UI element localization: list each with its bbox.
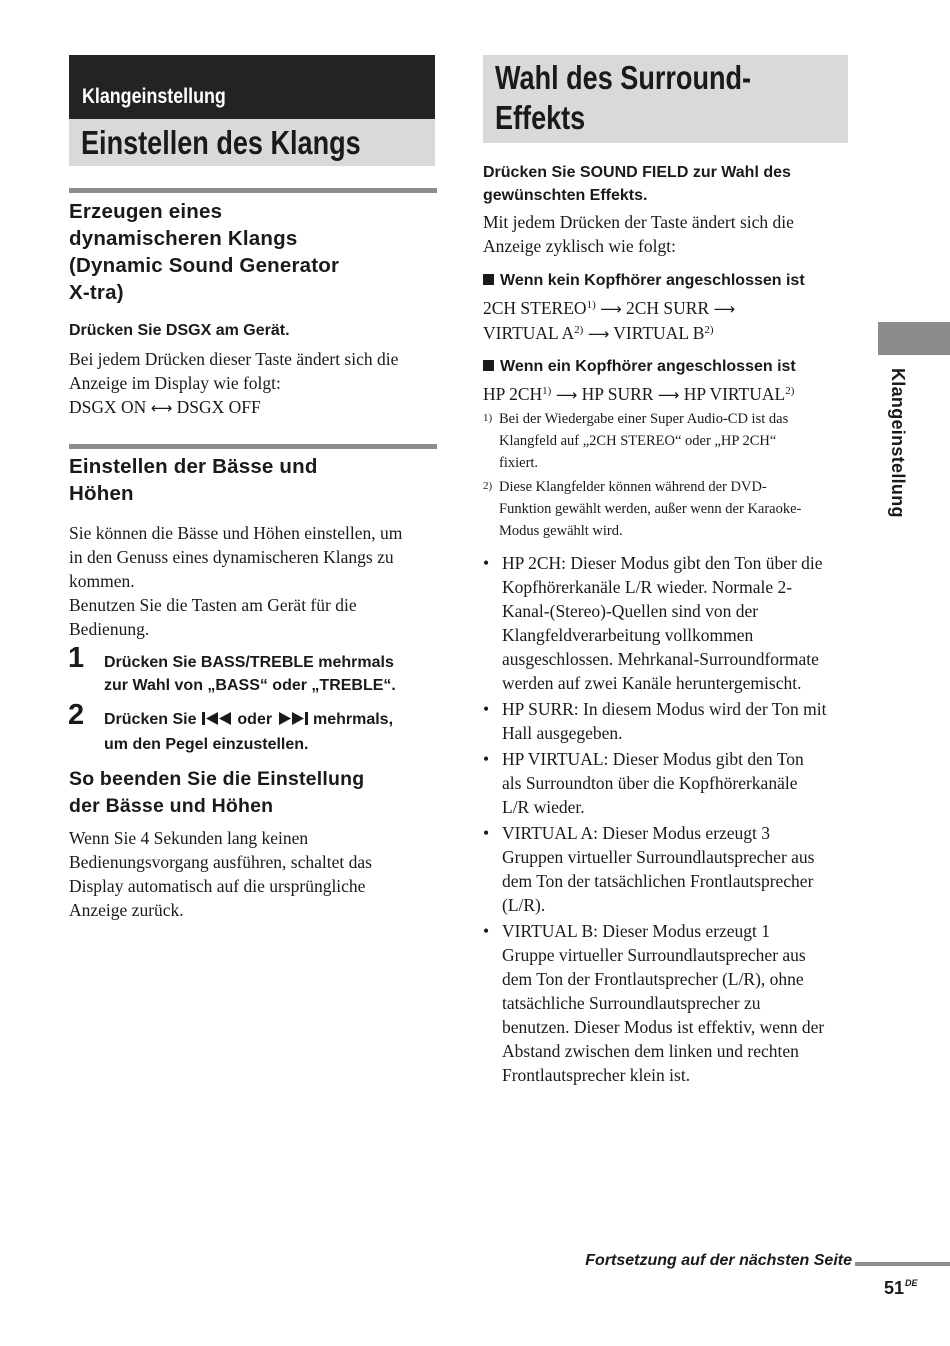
- footnote-2: 2) Diese Klangfelder können während der DVD- Funktion gewählt werden, außer wenn der Karaoke- Modus gewählt wird.: [483, 479, 802, 539]
- arrow-right-icon: ⟶: [657, 386, 680, 404]
- list-item: • HP VIRTUAL: Dieser Modus gibt den Ton als Surroundton über die Kopfhörerkanäle L/R wieder.: [483, 747, 858, 819]
- section-heading-dsgx: Erzeugen eines dynamischeren Klangs (Dynamic Sound Generator X-tra): [69, 200, 340, 304]
- surround-title-line-2: Effekts: [495, 99, 586, 136]
- square-bullet-icon: [483, 360, 494, 371]
- step-1-text: Drücken Sie BASS/TREBLE mehrmals zur Wahl von „BASS“ oder „TREBLE“.: [104, 654, 396, 694]
- side-tab-label: Klangeinstellung: [888, 368, 908, 518]
- arrow-right-icon: ⟶: [600, 300, 622, 318]
- list-item: • VIRTUAL B: Dieser Modus erzeugt 1 Gruppe virtueller Surroundlautsprecher aus dem Ton der Frontlautsprecher (L/R), ohne tatsächliche Surroundlautsprecher zu benutzen. Dieser Modus ist effektiv, wenn der Abstand zwischen dem linken und rechten Frontlautsprecher klein ist.: [483, 919, 858, 1087]
- headphone-heading: Wenn ein Kopfhörer angeschlossen ist: [483, 356, 796, 378]
- surround-intro: Mit jedem Drücken der Taste ändert sich die Anzeige zyklisch wie folgt:: [483, 212, 794, 256]
- list-item: • HP SURR: In diesem Modus wird der Ton mit Hall ausgegeben.: [483, 697, 858, 745]
- section-rule: [69, 188, 437, 193]
- dsgx-instruction: Drücken Sie DSGX am Gerät.: [69, 322, 290, 339]
- chapter-header: [69, 55, 435, 119]
- step-2-text: Drücken Sie oder mehrmals, um den Pegel einzustellen.: [104, 711, 394, 753]
- bass-treble-body: Sie können die Bässe und Höhen einstellen, um in den Genuss eines dynamischeren Klangs zu kommen. Benutzen Sie die Tasten am Gerät für die Bedienung.: [69, 523, 403, 639]
- continuation-rule: [855, 1262, 950, 1266]
- double-arrow-icon: ⟷: [150, 399, 173, 417]
- section-rule: [69, 444, 437, 449]
- section-heading-bass-treble: Einstellen der Bässe und Höhen: [69, 455, 318, 505]
- step-1-number: 1: [68, 642, 85, 674]
- mode-description-list: [483, 551, 858, 1087]
- arrow-right-icon: ⟶: [713, 300, 736, 318]
- sub-heading-end-setting: So beenden Sie die Einstellung der Bässe und Höhen: [69, 768, 365, 817]
- chapter-label: Klangeinstellung: [82, 85, 226, 108]
- surround-instruction: Drücken Sie SOUND FIELD zur Wahl des gewünschten Effekts.: [483, 164, 791, 204]
- no-headphone-heading: Wenn kein Kopfhörer angeschlossen ist: [483, 270, 805, 292]
- dsgx-body: Bei jedem Drücken dieser Taste ändert sich die Anzeige im Display wie folgt: DSGX ON ⟷ DSGX OFF: [69, 347, 444, 420]
- headphone-sequence: HP 2CH$^{1)}$ ⟶ HP SURR ⟶ HP VIRTUAL$^{2)}$: [483, 384, 795, 404]
- skip-next-icon: [277, 710, 309, 733]
- arrow-right-icon: ⟶: [555, 386, 578, 404]
- arrow-right-icon: ⟶: [587, 325, 610, 343]
- list-item: • HP 2CH: Dieser Modus gibt den Ton über die Kopfhörerkanäle L/R wieder. Normale 2- Kanal-(Stereo)-Quellen sind von der Klangfeldverarbeitung vollkommen ausgeschlossen. Mehrkanal-Surroundformate werden auf zwei Kanäle heruntergemischt.: [483, 551, 858, 695]
- footnotes: [483, 408, 858, 542]
- page-title: Einstellen des Klangs: [81, 124, 361, 161]
- list-item: • VIRTUAL A: Dieser Modus erzeugt 3 Gruppen virtueller Surroundlautsprecher aus dem Ton der tatsächlichen Frontlautsprecher (L/R).: [483, 821, 858, 917]
- side-tab-marker: [878, 322, 950, 355]
- skip-previous-icon: [201, 710, 233, 733]
- step-2-number: 2: [68, 699, 85, 731]
- square-bullet-icon: [483, 274, 494, 285]
- no-headphone-sequence: 2CH STEREO$^{1)}$ ⟶ 2CH SURR ⟶ VIRTUAL $A^{2)}$ ⟶ VIRTUAL $B^{2)}$: [483, 298, 736, 343]
- dsgx-toggle: DSGX ON ⟷ DSGX OFF: [69, 397, 261, 417]
- page-title-box: [69, 119, 435, 166]
- page-number: 51DE: [884, 1278, 918, 1298]
- footnote-1: 1) Bei der Wiedergabe einer Super Audio-CD ist das Klangfeld auf „2CH STEREO“ oder „HP 2CH“ fixiert.: [483, 411, 789, 471]
- end-setting-body: Wenn Sie 4 Sekunden lang keinen Bedienungsvorgang ausführen, schaltet das Display automatisch auf die ursprüngliche Anzeige zurück.: [69, 828, 372, 920]
- surround-title-line-1: Wahl des Surround-: [495, 59, 752, 96]
- surround-title-box: [483, 55, 848, 143]
- continuation-note: Fortsetzung auf der nächsten Seite: [585, 1252, 852, 1269]
